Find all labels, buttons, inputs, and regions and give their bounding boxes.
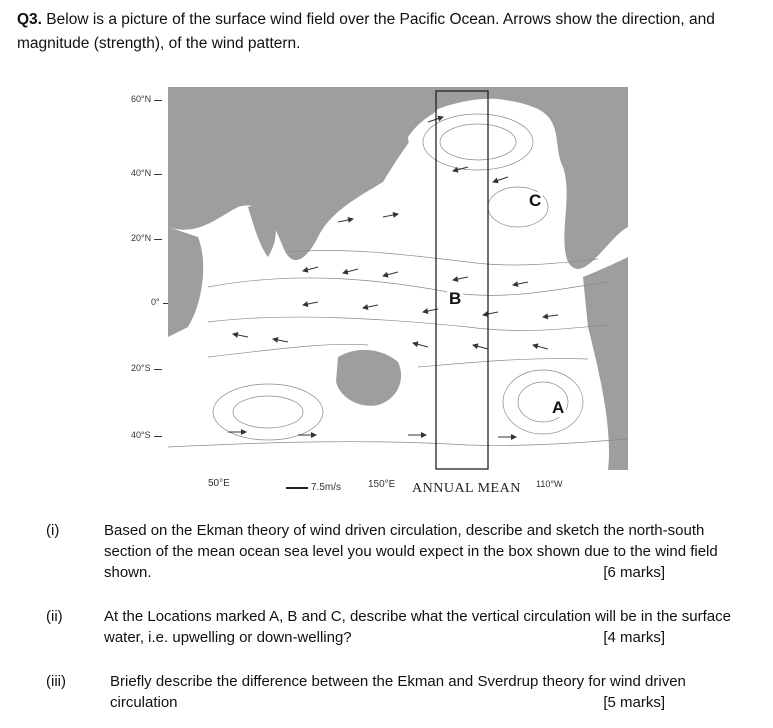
lat-label-20s: 20°S: [131, 363, 151, 373]
wind-field-figure: [118, 82, 638, 497]
scale-label: 7.5m/s: [311, 482, 342, 493]
part-text: Based on the Ekman theory of wind driven circulation, describe and sketch the north-south section of the mean ocean sea level you would expect in the box shown due to the wind field shown.: [104, 522, 718, 581]
part-ii: [30, 606, 745, 650]
question-text: Below is a picture of the surface wind field over the Pacific Ocean. Arrows show the direction, and magnitude (strength), of the wind pattern.: [17, 11, 715, 52]
lat-label-40s: 40°S: [131, 430, 151, 440]
question-number: Q3.: [17, 11, 42, 28]
part-marks: [6 marks]: [603, 564, 665, 581]
lon-label-110w: 110°W: [536, 479, 563, 489]
lon-label-50e: 50°E: [208, 478, 230, 489]
part-iii: [30, 671, 745, 715]
marker-c: C: [529, 191, 542, 210]
part-number: (ii): [46, 608, 63, 625]
lat-label-60n: 60°N: [131, 94, 152, 104]
part-text: At the Locations marked A, B and C, describe what the vertical circulation will be in the surface water, i.e. upwelling or down-welling?: [104, 608, 731, 646]
lon-label-150e: 150°E: [368, 479, 396, 490]
part-i: [30, 520, 745, 584]
figure-caption: ANNUAL MEAN: [412, 481, 521, 496]
part-text: Briefly describe the difference between the Ekman and Sverdrup theory for wind driven circulation: [110, 673, 686, 711]
part-marks: [4 marks]: [603, 629, 665, 646]
part-number: (iii): [46, 673, 66, 690]
part-marks: [5 marks]: [603, 694, 665, 711]
lat-label-40n: 40°N: [131, 168, 152, 178]
lat-label-eq: 0°: [151, 297, 160, 307]
question-header: [17, 8, 757, 56]
lat-label-20n: 20°N: [131, 233, 152, 243]
marker-a: A: [552, 398, 565, 417]
part-number: (i): [46, 522, 60, 539]
marker-b: B: [449, 289, 462, 308]
scale-bar: [286, 487, 308, 489]
